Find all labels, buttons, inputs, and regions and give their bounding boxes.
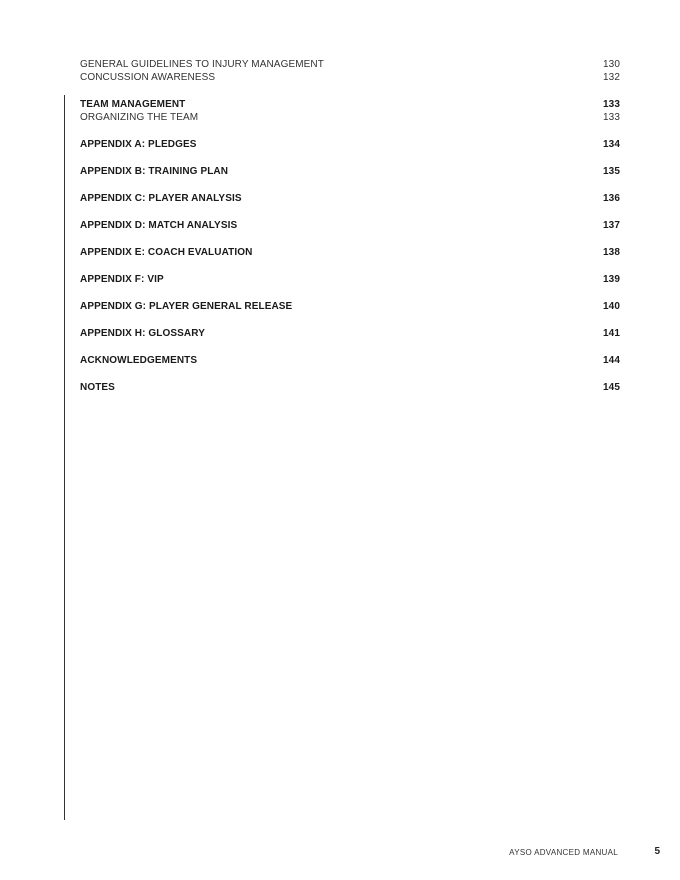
toc-entry-appendix-h [80, 327, 620, 340]
toc-entry-page: 133 [603, 99, 620, 110]
toc-entry-appendix-b [80, 165, 620, 178]
toc-entry-concussion-awareness [80, 71, 620, 84]
toc-entry-title: APPENDIX C: PLAYER ANALYSIS [80, 193, 242, 204]
toc-entry-title: APPENDIX D: MATCH ANALYSIS [80, 220, 238, 231]
toc-entry-title: APPENDIX E: COACH EVALUATION [80, 247, 253, 258]
toc-entry-team-management [80, 98, 620, 111]
toc-entry-appendix-f [80, 273, 620, 286]
toc-entry-organizing-the-team [80, 111, 620, 124]
toc-entry-page: 145 [603, 382, 620, 393]
toc-entry-injury-management [80, 58, 620, 71]
toc-entry-page: 138 [603, 247, 620, 258]
toc-entry-page: 140 [603, 301, 620, 312]
toc-entry-appendix-a [80, 138, 620, 151]
footer-manual-title: AYSO ADVANCED MANUAL [509, 848, 618, 857]
toc-entry-title: APPENDIX F: VIP [80, 274, 164, 285]
toc-entry-title: GENERAL GUIDELINES TO INJURY MANAGEMENT [80, 59, 324, 70]
toc-entry-title: NOTES [80, 382, 115, 393]
toc-entry-page: 135 [603, 166, 620, 177]
toc-entry-page: 144 [603, 355, 620, 366]
toc-entry-appendix-c [80, 192, 620, 205]
toc-entry-title: APPENDIX G: PLAYER GENERAL RELEASE [80, 301, 293, 312]
toc-entry-page: 141 [603, 328, 620, 339]
toc-entry-title: APPENDIX B: TRAINING PLAN [80, 166, 229, 177]
toc-entry-appendix-g [80, 300, 620, 313]
left-margin-rule [64, 95, 65, 820]
toc-entry-appendix-e [80, 246, 620, 259]
toc-entry-acknowledgements [80, 354, 620, 367]
toc-entry-title: ORGANIZING THE TEAM [80, 112, 199, 123]
toc-entry-page: 130 [603, 59, 620, 70]
table-of-contents [80, 58, 620, 394]
toc-entry-page: 133 [603, 112, 620, 123]
page-number: 5 [654, 846, 660, 857]
toc-entry-title: CONCUSSION AWARENESS [80, 72, 216, 83]
toc-entry-page: 136 [603, 193, 620, 204]
toc-entry-title: ACKNOWLEDGEMENTS [80, 355, 198, 366]
toc-entry-page: 139 [603, 274, 620, 285]
toc-entry-title: APPENDIX A: PLEDGES [80, 139, 197, 150]
toc-entry-appendix-d [80, 219, 620, 232]
toc-entry-page: 137 [603, 220, 620, 231]
toc-entry-page: 134 [603, 139, 620, 150]
toc-entry-notes [80, 381, 620, 394]
toc-entry-title: TEAM MANAGEMENT [80, 99, 186, 110]
toc-entry-page: 132 [603, 72, 620, 83]
toc-entry-title: APPENDIX H: GLOSSARY [80, 328, 205, 339]
